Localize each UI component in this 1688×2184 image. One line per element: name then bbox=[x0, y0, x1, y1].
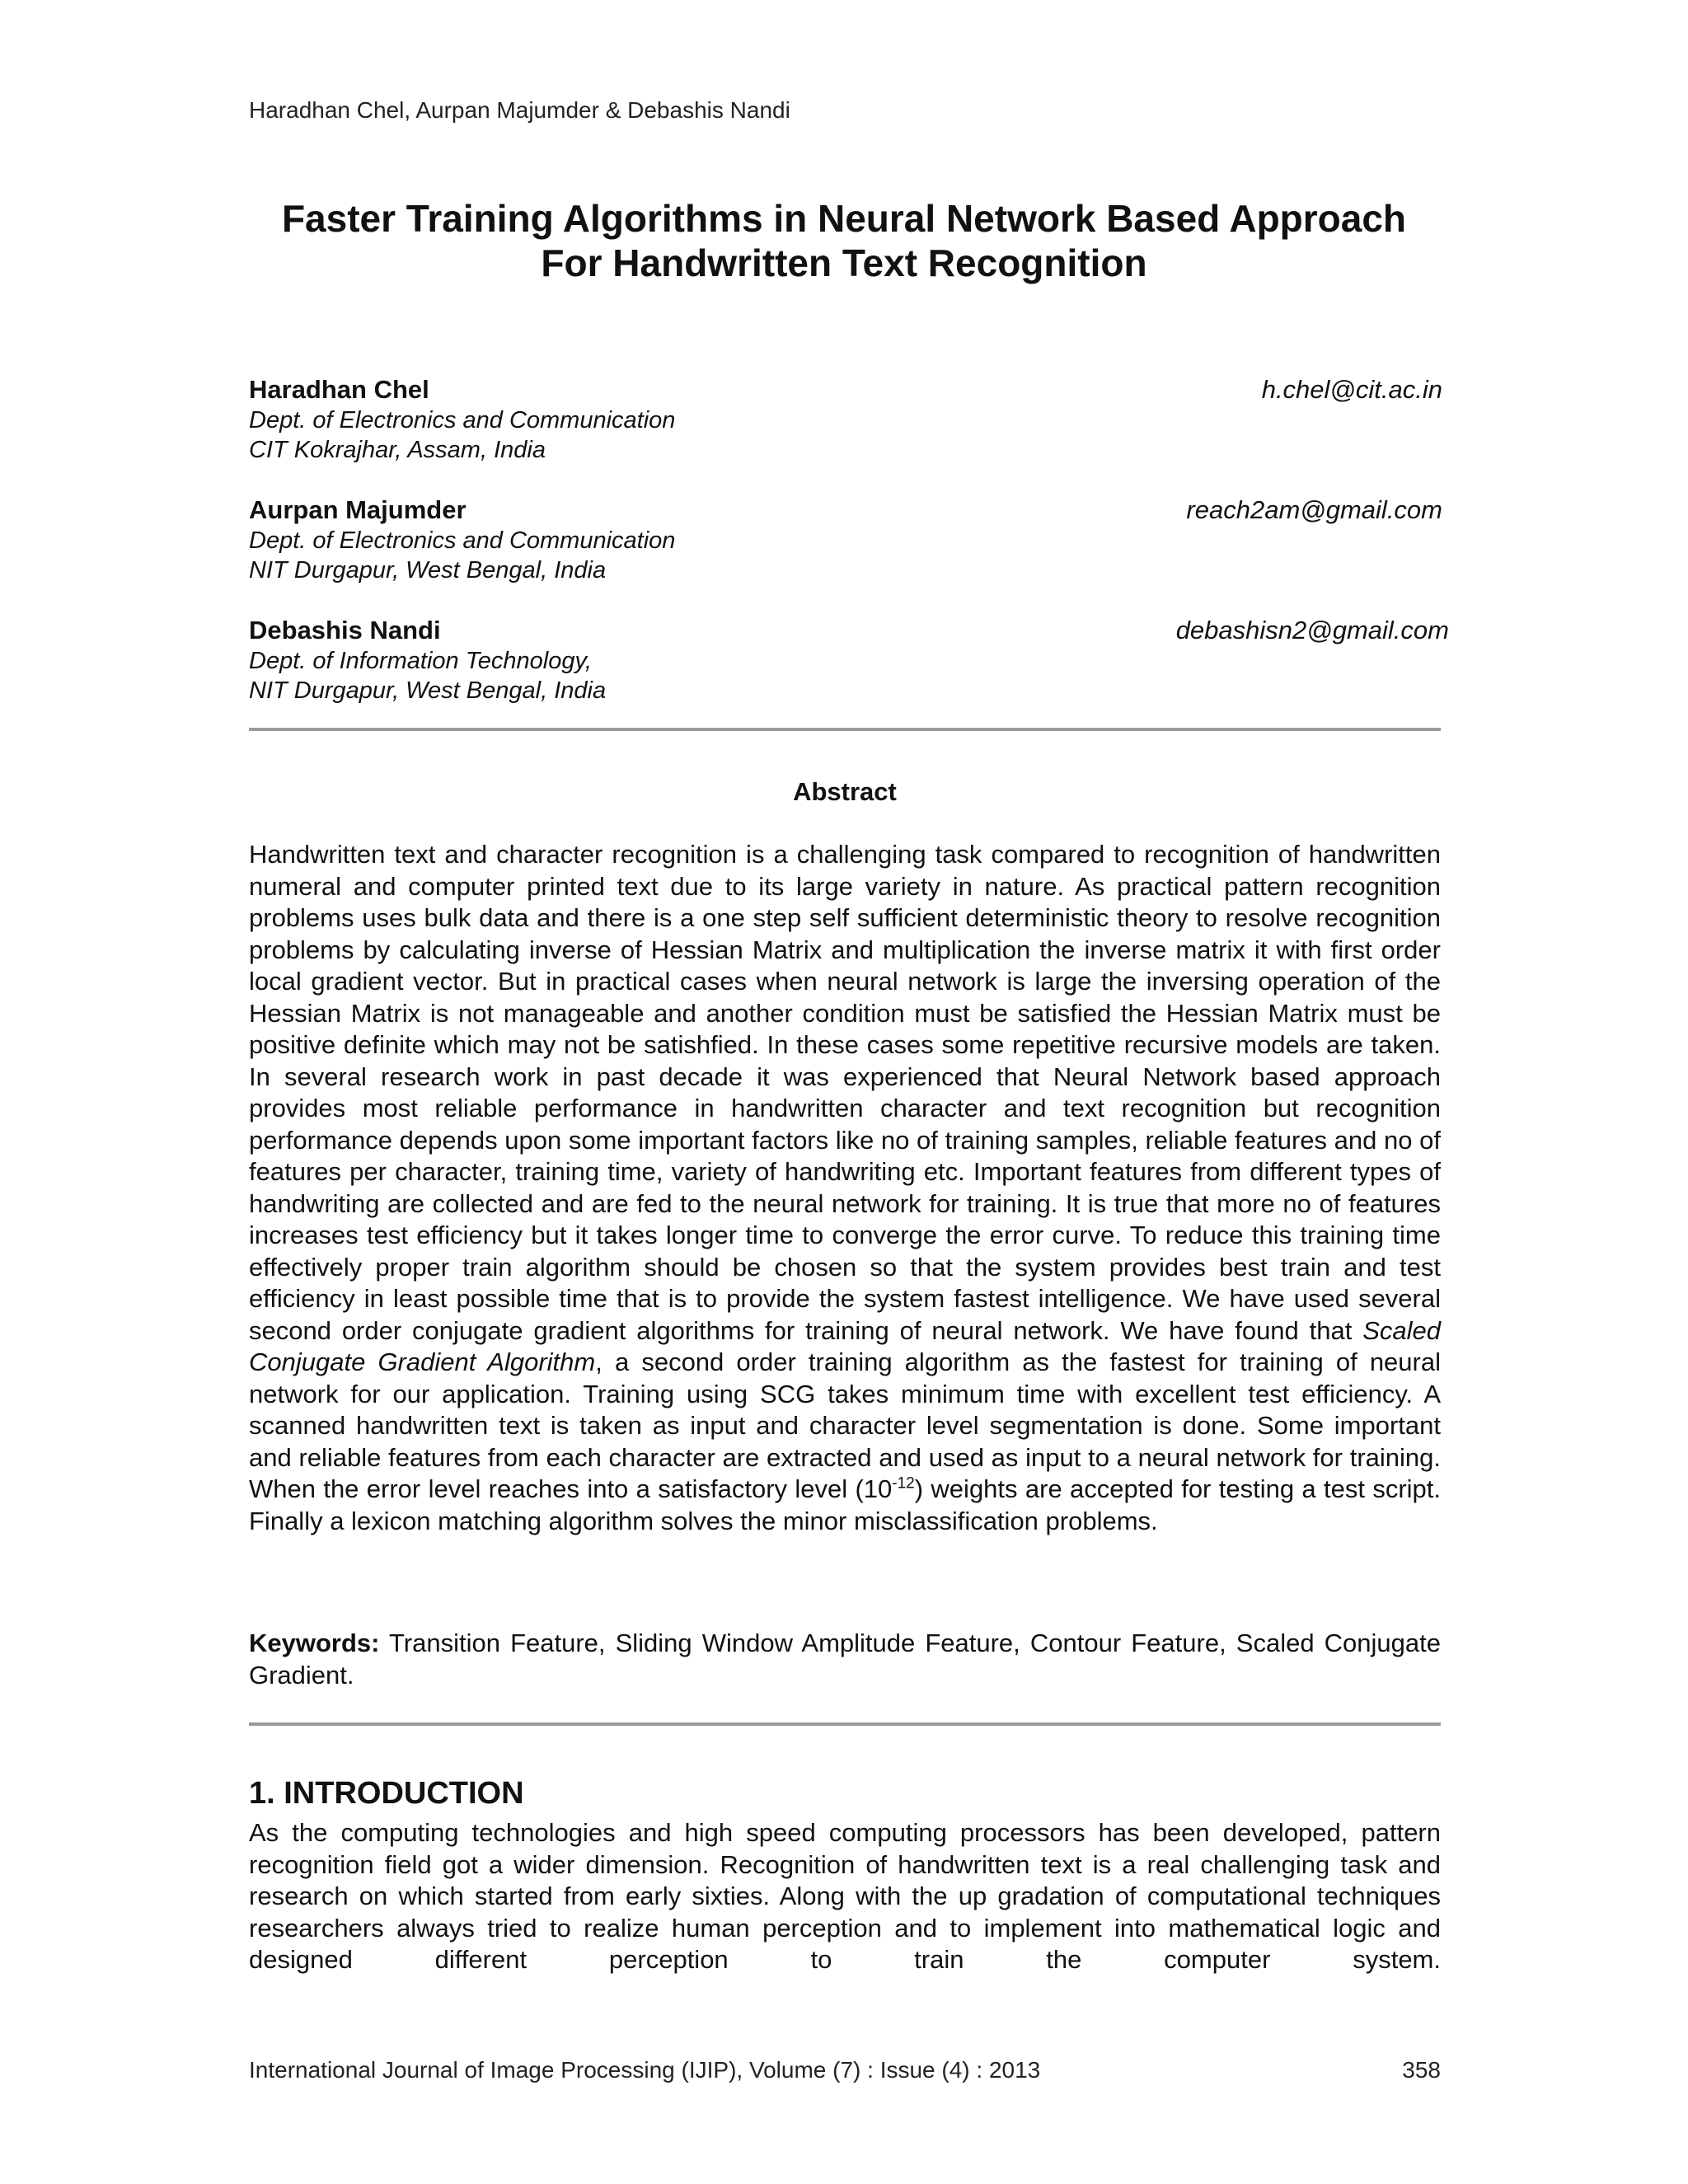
author-institution: NIT Durgapur, West Bengal, India bbox=[249, 677, 607, 704]
author-department: Dept. of Information Technology, bbox=[249, 648, 592, 674]
author-email[interactable]: h.chel@cit.ac.in bbox=[1261, 375, 1442, 404]
author-department: Dept. of Electronics and Communication bbox=[249, 527, 676, 554]
footer-journal: International Journal of Image Processing (IJIP), Volume (7) : Issue (4) : 2013 bbox=[249, 2057, 1041, 2083]
introduction-text: As the computing technologies and high speed computing processors has been developed, pattern recognition field got a wider dimension. Recognition of handwritten text is a real challenging task and research on which started from early sixties. Along with the up gradation of computational techniques researchers always tried to realize human perception and to implement into mathematical logic and designed different perception to train the computer system. bbox=[249, 1818, 1441, 1974]
keywords bbox=[249, 1628, 1441, 1691]
author-name: Debashis Nandi bbox=[249, 616, 441, 644]
author-email[interactable]: reach2am@gmail.com bbox=[1186, 495, 1442, 524]
abstract-heading: Abstract bbox=[793, 777, 897, 806]
author-name: Aurpan Majumder bbox=[249, 495, 467, 524]
abstract-italic-phrase: Scaled Conjugate Gradient Algorithm bbox=[249, 1315, 1441, 1376]
abstract-part-3: ) weights are accepted for testing a test script. Finally a lexicon matching algorithm solves the minor misclassification problems. bbox=[249, 1474, 1441, 1535]
author-block-3 bbox=[249, 615, 1449, 705]
title-line-2: For Handwritten Text Recognition bbox=[541, 241, 1147, 284]
abstract-part-2: , a second order training algorithm as the fastest for training of neural network for our application. Training using SCG takes minimum time with excellent test efficiency. A scanned handwritten text is taken as input and character level segmentation is done. Some important and reliable features from each character are extracted and used as input to a neural network for training. When the error level reaches into a satisfactory level (10 bbox=[249, 1347, 1441, 1503]
running-header: Haradhan Chel, Aurpan Majumder & Debashis Nandi bbox=[249, 97, 790, 123]
author-email[interactable]: debashisn2@gmail.com bbox=[1175, 616, 1449, 644]
section-heading-introduction: 1. INTRODUCTION bbox=[249, 1776, 524, 1811]
abstract-part-1: Handwritten text and character recognition is a challenging task compared to recognition of handwritten numeral and computer printed text due to its large variety in nature. As practical pattern recognition problems uses bulk data and there is a one step self sufficient deterministic theory to resolve recognition problems by calculating inverse of Hessian Matrix and multiplication the inverse matrix it with first order local gradient vector. But in practical cases when neural network is large the inversing operation of the Hessian Matrix is not manageable and another condition must be satisfied the Hessian Matrix must be positive definite which may not be satishfied. In these cases some repetitive recursive models are taken. In several research work in past decade it was experienced that Neural Network based approach provides most reliable performance in handwritten character and text recognition but recognition performance depends upon some important factors like no of training samples, reliable features and no of features per character, training time, variety of handwriting etc. Important features from different types of handwriting are collected and are fed to the neural network for training. It is true that more no of features increases test efficiency but it takes longer time to converge the error curve. To reduce this training time effectively proper train algorithm should be chosen so that the system provides best train and test efficiency in least possible time that is to provide the system fastest intelligence. We have used several second order conjugate gradient algorithms for training of neural network. We have found that bbox=[249, 840, 1441, 1345]
paper-title bbox=[198, 196, 1490, 285]
author-name: Haradhan Chel bbox=[249, 375, 429, 404]
author-institution: NIT Durgapur, West Bengal, India bbox=[249, 557, 607, 583]
author-institution: CIT Kokrajhar, Assam, India bbox=[249, 437, 546, 463]
divider-bottom bbox=[249, 1722, 1441, 1726]
author-department: Dept. of Electronics and Communication bbox=[249, 407, 676, 434]
title-line-1: Faster Training Algorithms in Neural Network Based Approach bbox=[281, 197, 1407, 240]
page-number: 358 bbox=[1402, 2057, 1441, 2083]
divider-top bbox=[249, 728, 1441, 731]
keywords-label: Keywords: bbox=[249, 1629, 380, 1657]
author-block-2 bbox=[249, 494, 1442, 585]
author-block-1 bbox=[249, 374, 1442, 465]
abstract-text bbox=[249, 839, 1441, 1537]
abstract-exponent: -12 bbox=[892, 1474, 915, 1493]
keywords-text: Transition Feature, Sliding Window Amplitude Feature, Contour Feature, Scaled Conjugate Gradient. bbox=[249, 1629, 1441, 1690]
